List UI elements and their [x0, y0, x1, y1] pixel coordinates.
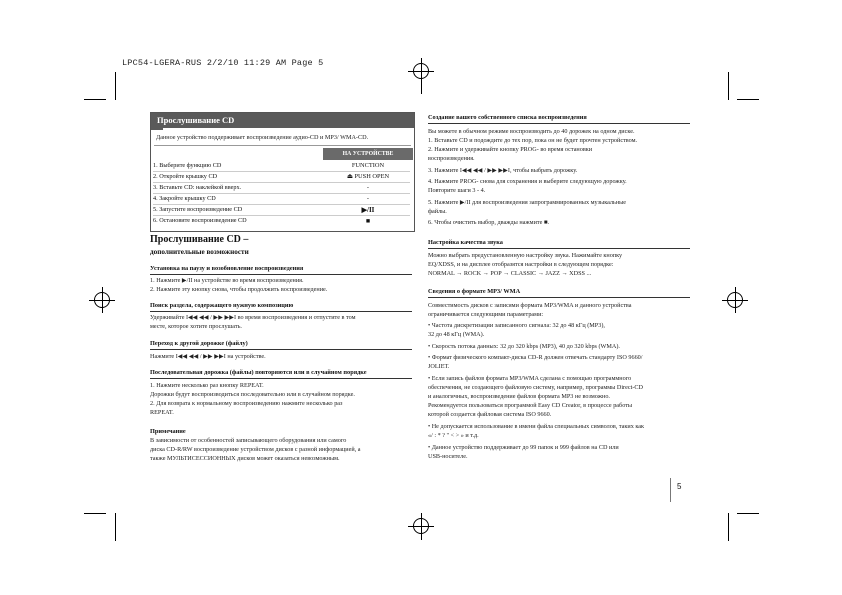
text-line: EQ/XDSS, и на дисплее отобразятся настройки в следующем порядке: — [428, 261, 614, 268]
divider — [428, 297, 690, 298]
section-subheading: дополнительные возможности — [150, 248, 249, 256]
step-label: 6. Остановите воспроизведение CD — [153, 217, 247, 224]
step-value: - — [366, 184, 370, 191]
text-line: 1. Нажмите ▶/II на устройстве во время воспроизведения. — [150, 277, 304, 284]
section-heading: Прослушивание CD – — [150, 234, 249, 245]
text-line: • Не допускается использование в имени файла специальных символов, таких как — [428, 423, 644, 430]
play-pause-icon: ▶/II — [361, 206, 375, 214]
text-line: месте, которое хотите прослушать. — [150, 323, 242, 330]
text-line: файлы. — [428, 208, 447, 215]
text-line: Рекомендуется пользоваться программой Easy CD Creator, в процессе работы — [428, 402, 633, 409]
text-line: «/ : * ? " < > » и т.д. — [428, 432, 479, 439]
text-line: USB-носителе. — [428, 453, 468, 460]
divider — [428, 123, 690, 124]
text-line: Нажмите I◀◀ ◀◀ / ▶▶ ▶▶I на устройстве. — [150, 353, 266, 360]
text-line: Повторите шаги 3 - 4. — [428, 187, 486, 194]
table-row — [153, 161, 410, 172]
crop-mark — [84, 99, 106, 100]
table-row — [153, 205, 410, 216]
registration-mark-icon — [727, 292, 743, 308]
divider — [150, 378, 412, 379]
text-line: обеспечения, не создающего файловую систему, например, программы Direct-CD — [428, 384, 643, 391]
text-line: 2. Для возврата к нормальному воспроизведению нажмите несколько раз — [150, 400, 343, 407]
divider — [150, 274, 412, 275]
step-value: FUNCTION — [351, 162, 385, 169]
text-line: 1. Вставьте CD и подождите до тех пор, пока он не будет прочтен устройством. — [428, 137, 638, 144]
crop-mark — [737, 513, 759, 514]
stop-icon: ■ — [365, 217, 371, 225]
crop-mark — [728, 513, 729, 541]
text-line: 1. Нажмите несколько раз кнопку REPEAT. — [150, 382, 264, 389]
divider — [150, 349, 412, 350]
text-line: 5. Нажмите ▶/II для воспроизведения запрограммированных музыкальные — [428, 199, 627, 206]
text-line: • Если запись файлов формата MP3/WMA сделана с помощью программного — [428, 375, 632, 382]
subsection-title: Настройка качества звука — [428, 239, 503, 246]
crop-mark — [115, 72, 116, 100]
text-line: Удерживайте I◀◀ ◀◀ / ▶▶ ▶▶I во время воспроизведения и отпустите в том — [150, 314, 356, 321]
text-line: Можно выбрать предустановленную настройку звука. Нажимайте кнопку — [428, 252, 623, 259]
text-line: • Скорость потока данных: 32 до 320 kbps (MP3), 40 до 320 kbps (WMA). — [428, 343, 620, 350]
text-line: и аналогичных, воспроизведение файлов формата MP3 не возможно. — [428, 393, 610, 400]
text-line: Вы можете в обычном режиме воспроизводить до 40 дорожек на одном диске. — [428, 128, 635, 135]
text-line: JOLIET. — [428, 363, 450, 370]
text-line: • Данное устройство поддерживает до 99 папок и 999 файлов на CD или — [428, 444, 619, 451]
print-slug: LPC54-LGERA-RUS 2/2/10 11:29 AM Page 5 — [122, 58, 324, 68]
step-label: 3. Вставьте CD: наклейкой вверх. — [153, 184, 242, 191]
text-line: В зависимости от особенностей записывающего оборудования или самого — [150, 437, 347, 444]
crop-mark — [115, 513, 116, 541]
text-line: • Формат физического компакт-диска CD-R должен отвечать стандарту ISO 9660/ — [428, 354, 643, 361]
text-line: ограничивается следующими параметрами: — [428, 311, 544, 318]
box-description: Данное устройство поддерживает воспроизведение аудио-CD и MP3/ WMA-CD. — [156, 134, 369, 141]
crop-mark — [737, 99, 759, 100]
step-value: ⏏ PUSH OPEN — [346, 173, 390, 180]
text-line: воспроизведения. — [428, 155, 475, 162]
table-row — [153, 216, 410, 226]
registration-mark-icon — [413, 518, 429, 534]
table-row — [153, 183, 410, 194]
table-row — [153, 172, 410, 183]
divider — [428, 248, 690, 249]
page-number: 5 — [677, 482, 682, 491]
text-line: 6. Чтобы очистить выбор, дважды нажмите ■. — [428, 219, 550, 226]
divider — [154, 145, 411, 146]
subsection-title: Переход к другой дорожке (файлу) — [150, 340, 248, 347]
text-line: • Частота дискретизации записанного сигнала: 32 до 48 кГц (MP3), — [428, 322, 605, 329]
text-line: 2. Нажмите и удерживайте кнопку PROG- во время остановки — [428, 146, 593, 153]
text-line: Дорожки будут воспроизводиться последовательно или в случайном порядке. — [150, 391, 355, 398]
subsection-title: Создание вашего собственного списка воспроизведения — [428, 114, 587, 121]
note-title: Примечание — [150, 428, 186, 435]
text-line: REPEAT. — [150, 409, 174, 416]
divider — [150, 311, 412, 312]
text-line: которой создается файловая система ISO 9660. — [428, 411, 552, 418]
text-line: NORMAL → ROCK → POP → CLASSIC → JAZZ → XDSS ... — [428, 270, 592, 277]
table-row — [153, 194, 410, 205]
text-line: также МУЛЬТИСЕССИОННЫХ дисков может оказаться невозможным. — [150, 455, 340, 462]
step-label: 1. Выберите функцию CD — [153, 162, 222, 169]
step-label: 5. Запустите воспроизведение CD — [153, 206, 243, 213]
registration-mark-icon — [413, 63, 429, 79]
text-line: диска CD-R/RW воспроизведение устройством дисков с разной информацией, а — [150, 446, 361, 453]
table-column-header: НА УСТРОЙСТВЕ — [323, 148, 413, 160]
step-label: 2. Откройте крышку CD — [153, 173, 218, 180]
crop-mark — [84, 513, 106, 514]
registration-mark-icon — [94, 292, 110, 308]
subsection-title: Последовательная дорожка (файлы) повторяются или в случайном порядке — [150, 369, 367, 376]
subsection-title: Сведения о формате MP3/ WMA — [428, 288, 521, 295]
text-line: 32 до 48 кГц (WMA). — [428, 331, 485, 338]
page-number-tab — [670, 478, 689, 502]
text-line: 3. Нажмите I◀◀ ◀◀ / ▶▶ ▶▶I, чтобы выбрать дорожку. — [428, 167, 578, 174]
text-line: 4. Нажмите PROG- снова для сохранения и выберите следующую дорожку. — [428, 178, 627, 185]
text-line: Совместимость дисков с записями формата MP3/WMA и данного устройства — [428, 302, 632, 309]
text-line: 2. Нажмите эту кнопку снова, чтобы продолжить воспроизведение. — [150, 286, 328, 293]
step-value: - — [366, 195, 370, 202]
subsection-title: Поиск раздела, содержащего нужную композицию — [150, 302, 294, 309]
crop-mark — [728, 72, 729, 100]
box-title: Прослушивание CD — [151, 113, 414, 128]
step-label: 4. Закройте крышку CD — [153, 195, 216, 202]
subsection-title: Установка на паузу и возобновление воспроизведения — [150, 265, 304, 272]
